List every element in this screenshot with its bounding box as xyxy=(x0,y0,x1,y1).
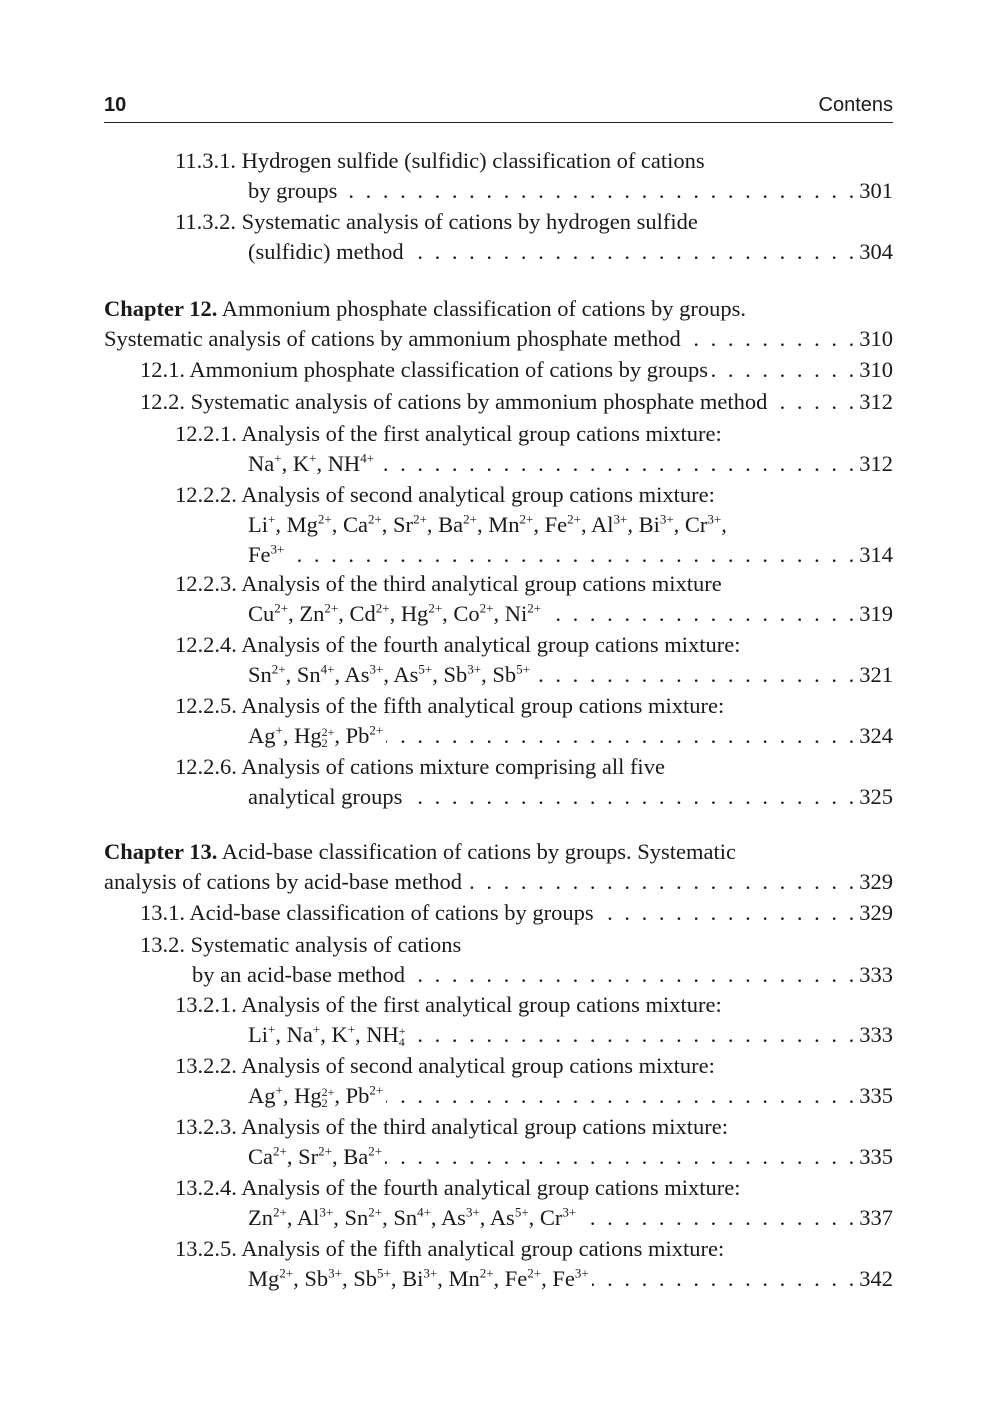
ion-list: Li+, Na+, K+, NH + 4 xyxy=(248,1021,406,1049)
entry-title: 12.2.5. Analysis of the fifth analytical group cations mixture: xyxy=(175,693,725,718)
chapter-title: Ammonium phosphate classification of cations by groups. xyxy=(221,296,747,321)
ion-list: Ag+, Hg 2+ 2 , $Pb^{2+}$ xyxy=(248,1082,384,1110)
entry-title: 12.1. Ammonium phosphate classification of cations by groups xyxy=(140,357,709,382)
toc-entry-13-1[interactable] xyxy=(140,898,893,928)
entry-title: 12.2.6. Analysis of cations mixture comprising all five xyxy=(175,754,665,779)
page-ref: 310 xyxy=(859,326,893,351)
toc-entry-12-2-4[interactable] xyxy=(175,630,893,690)
page-ref: 324 xyxy=(859,723,893,748)
dot-leader xyxy=(377,449,857,479)
entry-title: 13.2.4. Analysis of the fourth analytical group cations mixture: xyxy=(175,1175,741,1200)
toc-entry-12-2[interactable] xyxy=(140,387,893,417)
page-ref: 325 xyxy=(859,784,893,809)
toc-entry-11-3-1[interactable] xyxy=(175,146,893,206)
dot-leader xyxy=(409,1020,858,1050)
entry-title: 13.2.3. Analysis of the third analytical group cations mixture: xyxy=(175,1114,729,1139)
toc-entry-11-3-2[interactable] xyxy=(175,207,893,267)
toc-entry-13-2-5[interactable] xyxy=(175,1234,893,1294)
entry-title: 12.2.1. Analysis of the first analytical group cations mixture: xyxy=(175,421,722,446)
toc-entry-12-1[interactable] xyxy=(140,355,893,385)
chapter-title-cont: Systematic analysis of cations by ammonium phosphate method xyxy=(104,326,681,351)
ion-list: $Sn^{2+}$, $Sn^{4+}$, $As^{3+}$, $As^{5+}$, $Sb^{3+}$, $Sb^{5+}$ xyxy=(248,661,530,687)
toc-chapter-12[interactable] xyxy=(104,294,893,354)
toc-entry-13-2[interactable] xyxy=(140,930,893,990)
dot-leader xyxy=(684,324,857,354)
toc-entry-12-2-2[interactable] xyxy=(175,480,893,570)
page-ref: 301 xyxy=(859,178,893,203)
entry-title: 11.3.2. Systematic analysis of cations by hydrogen sulfide xyxy=(175,209,698,234)
chapter-label: Chapter 13. xyxy=(104,839,218,864)
dot-leader xyxy=(386,1081,857,1111)
toc-entry-12-2-6[interactable] xyxy=(175,752,893,812)
entry-title: 12.2.2. Analysis of second analytical group cations mixture: xyxy=(175,482,715,507)
dot-leader xyxy=(407,237,858,267)
ion-list-cont: $Fe^{3+}$ xyxy=(248,541,285,567)
toc-entry-13-2-2[interactable] xyxy=(175,1051,893,1111)
toc-entry-13-2-3[interactable] xyxy=(175,1112,893,1172)
toc-entry-13-2-1[interactable] xyxy=(175,990,893,1050)
dot-leader xyxy=(340,176,857,206)
page-ref: 342 xyxy=(859,1266,893,1291)
toc-entry-12-2-1[interactable] xyxy=(175,419,893,479)
page-ref: 329 xyxy=(859,869,893,894)
page-ref: 335 xyxy=(859,1144,893,1169)
entry-title-cont: by groups xyxy=(248,178,338,203)
page-ref: 312 xyxy=(859,389,893,414)
entry-title: 12.2.3. Analysis of the third analytical group cations mixture xyxy=(175,571,722,596)
toc-chapter-13[interactable] xyxy=(104,837,893,897)
page-number: 10 xyxy=(104,94,127,116)
ion-list: $Ca^{2+}$, $Sr^{2+}$, $Ba^{2+}$ xyxy=(248,1143,383,1169)
entry-title: 13.2.5. Analysis of the fifth analytical group cations mixture: xyxy=(175,1236,725,1261)
chapter-title: Acid-base classification of cations by groups. Systematic xyxy=(221,839,736,864)
dot-leader xyxy=(405,782,857,812)
page-ref: 329 xyxy=(859,900,893,925)
dot-leader xyxy=(579,1203,857,1233)
entry-title: 13.2.2. Analysis of second analytical group cations mixture: xyxy=(175,1053,715,1078)
page-ref: 304 xyxy=(859,239,893,264)
dot-leader xyxy=(408,960,857,990)
page-ref: 335 xyxy=(859,1083,893,1108)
entry-title: 12.2.4. Analysis of the fourth analytical group cations mixture: xyxy=(175,632,741,657)
chapter-title-cont: analysis of cations by acid-base method xyxy=(104,869,463,894)
running-title: Contens xyxy=(818,94,893,116)
dot-leader xyxy=(465,867,857,897)
dot-leader xyxy=(533,660,857,690)
running-header xyxy=(104,94,893,123)
page-ref: 321 xyxy=(859,662,893,687)
chapter-label: Chapter 12. xyxy=(104,296,218,321)
page-ref: 337 xyxy=(859,1205,893,1230)
ion-list: Na+, K+, $NH^{4+}$ xyxy=(248,450,375,476)
dot-leader xyxy=(592,1264,858,1294)
dot-leader xyxy=(386,721,857,751)
entry-title: 13.2. Systematic analysis of cations xyxy=(140,932,462,957)
dot-leader xyxy=(597,898,858,928)
ion-list: Li+, $Mg^{2+}$, $Ca^{2+}$, $Sr^{2+}$, $Ba^{2+}$, $Mn^{2+}$, $Fe^{2+}$, $Al^{3+}$, $Bi^{3+}$, $Cr^{3+}$, xyxy=(248,511,727,537)
toc-entry-13-2-4[interactable] xyxy=(175,1173,893,1233)
ion-list: $Cu^{2+}$, $Zn^{2+}$, $Cd^{2+}$, $Hg^{2+}$, $Co^{2+}$, $Ni^{2+}$ xyxy=(248,600,542,626)
entry-title-cont: analytical groups xyxy=(248,784,403,809)
dot-leader xyxy=(287,540,857,570)
page-ref: 310 xyxy=(859,357,893,382)
page-ref: 312 xyxy=(859,451,893,476)
entry-title: 12.2. Systematic analysis of cations by ammonium phosphate method xyxy=(140,389,768,414)
page-ref: 314 xyxy=(859,542,893,567)
ion-list: $Zn^{2+}$, $Al^{3+}$, $Sn^{2+}$, $Sn^{4+}$, $As^{3+}$, $As^{5+}$, $Cr^{3+}$ xyxy=(248,1204,577,1230)
entry-title: 13.2.1. Analysis of the first analytical group cations mixture: xyxy=(175,992,722,1017)
ion-list: $Mg^{2+}$, $Sb^{3+}$, $Sb^{5+}$, $Bi^{3+}$, $Mn^{2+}$, $Fe^{2+}$, $Fe^{3+}$ xyxy=(248,1265,589,1291)
entry-title: 11.3.1. Hydrogen sulfide (sulfidic) classification of cations xyxy=(175,148,705,173)
entry-title: 13.1. Acid-base classification of cations by groups xyxy=(140,900,594,925)
dot-leader xyxy=(770,387,857,417)
dot-leader xyxy=(385,1142,857,1172)
page-ref: 333 xyxy=(859,1022,893,1047)
ion-list: Ag+, Hg 2+ 2 , $Pb^{2+}$ xyxy=(248,722,384,750)
dot-leader xyxy=(711,355,857,385)
toc-entry-12-2-3[interactable] xyxy=(175,569,893,629)
page-ref: 319 xyxy=(859,601,893,626)
entry-title-cont: (sulfidic) method xyxy=(248,239,404,264)
dot-leader xyxy=(544,599,857,629)
page-ref: 333 xyxy=(859,962,893,987)
toc-entry-12-2-5[interactable] xyxy=(175,691,893,751)
entry-title-cont: by an acid-base method xyxy=(192,962,406,987)
